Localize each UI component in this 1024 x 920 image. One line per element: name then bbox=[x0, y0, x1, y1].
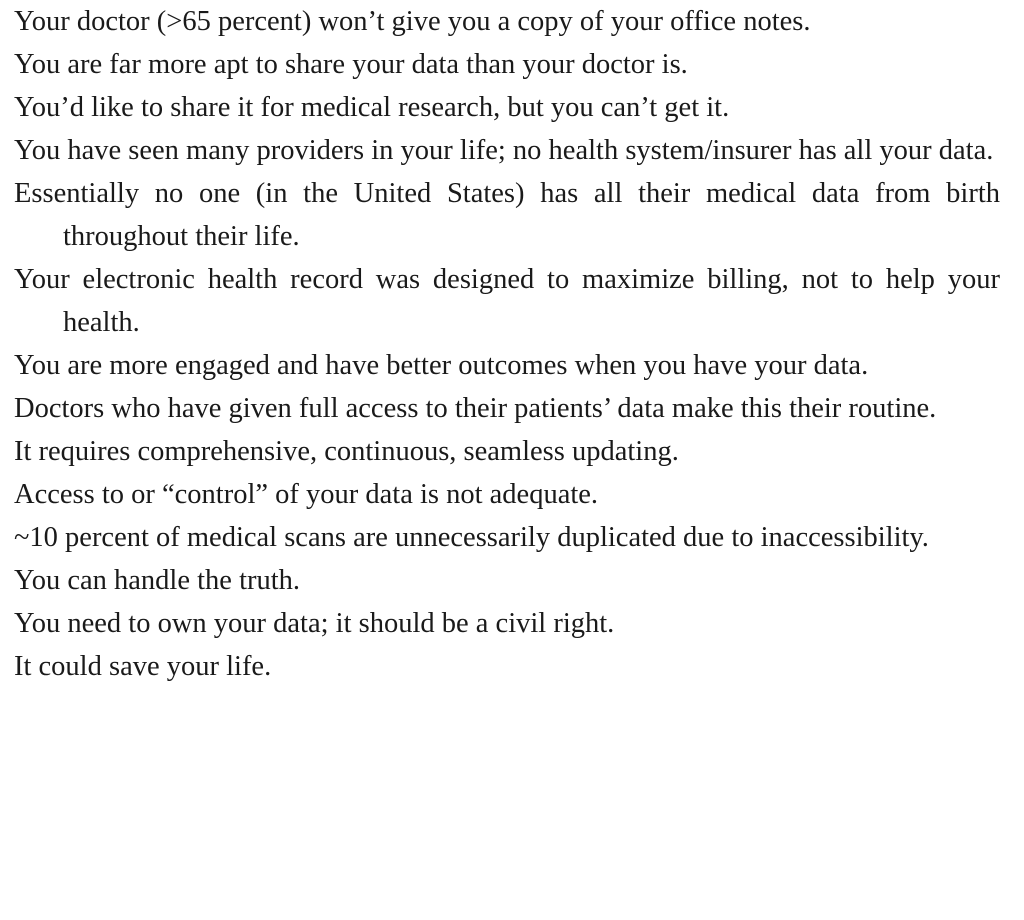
statement-item: Access to or “control” of your data is not adequate. bbox=[14, 479, 599, 510]
statement-item: Doctors who have given full access to their patients’ data make this their routine. bbox=[14, 393, 937, 424]
statement-item: You have seen many providers in your life; no health system/insurer has all your data. bbox=[14, 135, 994, 166]
statement-item: You need to own your data; it should be a civil right. bbox=[14, 608, 615, 639]
statement-item: You’d like to share it for medical research, but you can’t get it. bbox=[14, 92, 730, 123]
statement-item: Your electronic health record was designed to maximize billing, not to help your health. bbox=[14, 264, 1000, 338]
statement-item: Your doctor (>65 percent) won’t give you a copy of your office notes. bbox=[14, 6, 811, 37]
statement-item: It requires comprehensive, continuous, seamless updating. bbox=[14, 436, 679, 467]
statement-item: You can handle the truth. bbox=[14, 565, 301, 596]
statement-item: It could save your life. bbox=[14, 651, 272, 682]
statement-list bbox=[14, 0, 1000, 688]
statement-item: ~10 percent of medical scans are unnecessarily duplicated due to inaccessibility. bbox=[14, 522, 929, 553]
statement-item: You are more engaged and have better outcomes when you have your data. bbox=[14, 350, 869, 381]
statement-item: Essentially no one (in the United States) has all their medical data from birth throughout their life. bbox=[14, 178, 1000, 252]
statement-item: You are far more apt to share your data than your doctor is. bbox=[14, 49, 688, 80]
